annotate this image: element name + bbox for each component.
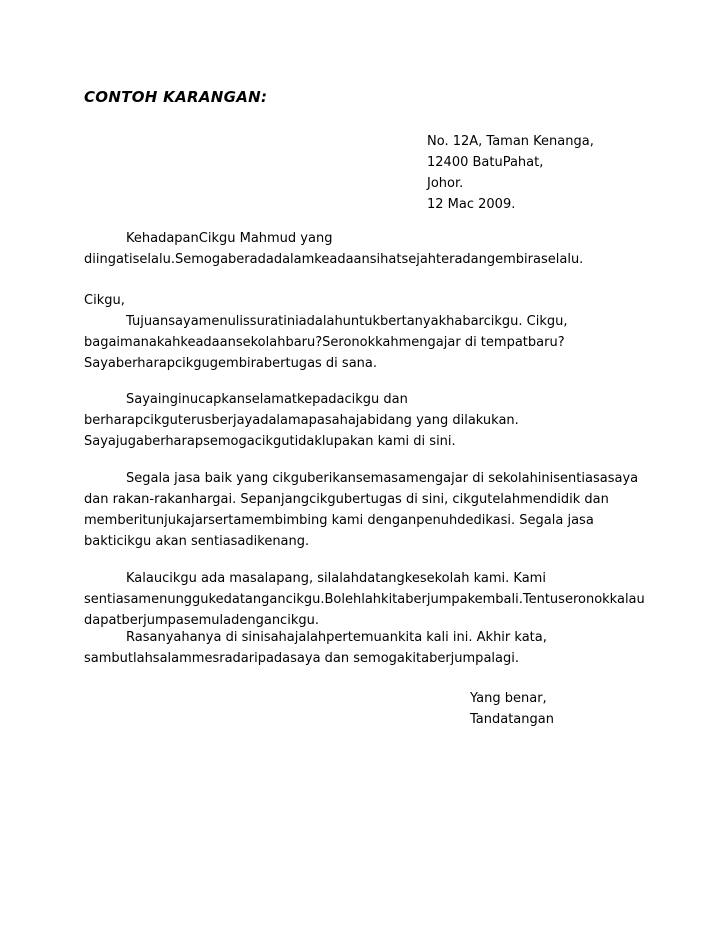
document-title: CONTOH KARANGAN: [84, 88, 268, 106]
paragraph-line: berharapcikguterusberjayadalamapasahajabidang yang dilakukan. [84, 413, 519, 428]
letter-date: 12 Mac 2009. [427, 197, 516, 212]
body-paragraph-3 [84, 468, 684, 552]
paragraph-line: memberitunjukajarsertamembimbing kami denganpenuhdedikasi. Segala jasa [84, 513, 594, 528]
greeting-paragraph [84, 228, 684, 270]
paragraph-line: Tujuansayamenulissuratiniadalahuntukbertanyakhabarcikgu. Cikgu, [126, 314, 568, 329]
body-paragraph-1 [84, 290, 684, 374]
paragraph-line: Segala jasa baik yang cikguberikansemasamengajar di sekolahinisentiasasaya [126, 471, 639, 486]
address-line: 12400 BatuPahat, [427, 155, 544, 170]
paragraph-line: dan rakan-rakanhargai. Sepanjangcikgubertugas di sini, cikgutelahmendidik dan [84, 492, 609, 507]
paragraph-line: Sayajugaberharapsemogacikgutidaklupakan kami di sini. [84, 434, 456, 449]
salutation: Cikgu, [84, 293, 125, 308]
address-line: Johor. [427, 176, 464, 191]
paragraph-line: sentiasamenunggukedatangancikgu.Bolehlahkitaberjumpakembali.Tentuseronokkalau [84, 592, 645, 607]
body-paragraph-4 [84, 568, 684, 631]
signature-label: Tandatangan [470, 712, 554, 727]
closing-block [470, 688, 554, 730]
paragraph-line: Kalaucikgu ada masalapang, silalahdatangkesekolah kami. Kami [126, 571, 546, 586]
greeting-line: KehadapanCikgu Mahmud yang [126, 231, 333, 246]
closing-phrase: Yang benar, [470, 691, 547, 706]
paragraph-line: sambutlahsalammesradaripadasaya dan semogakitaberjumpalagi. [84, 651, 519, 666]
body-paragraph-2 [84, 389, 684, 452]
address-line: No. 12A, Taman Kenanga, [427, 134, 594, 149]
greeting-line: diingatiselalu.Semogaberadadalamkeadaansihatsejahteradangembiraselalu. [84, 252, 584, 267]
paragraph-line: Sayaberharapcikgugembirabertugas di sana. [84, 356, 378, 371]
paragraph-line: bakticikgu akan sentiasadikenang. [84, 534, 310, 549]
paragraph-line: Rasanyahanya di sinisahajalahpertemuankita kali ini. Akhir kata, [126, 630, 547, 645]
body-paragraph-5 [84, 627, 684, 669]
paragraph-line: dapatberjumpasemuladengancikgu. [84, 613, 319, 628]
paragraph-line: bagaimanakahkeadaansekolahbaru?Seronokkahmengajar di tempatbaru? [84, 335, 565, 350]
sender-address [427, 131, 594, 215]
paragraph-line: Sayainginucapkanselamatkepadacikgu dan [126, 392, 408, 407]
